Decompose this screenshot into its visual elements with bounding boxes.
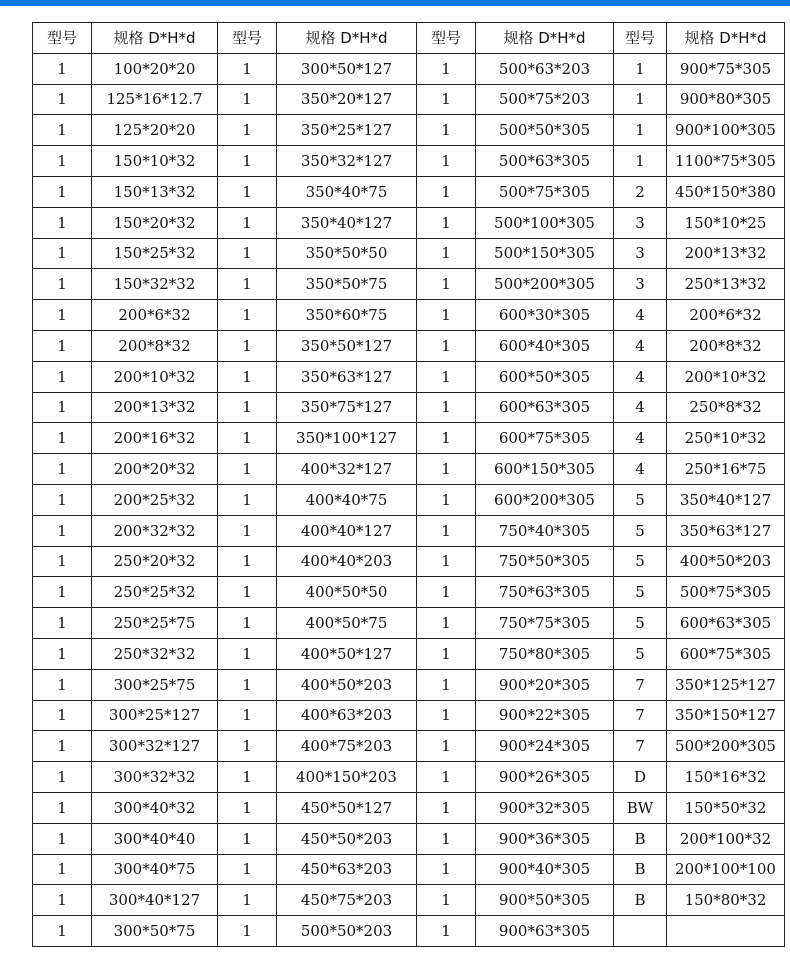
model-cell: 1 [417, 762, 476, 793]
spec-cell: 150*13*32 [92, 176, 218, 207]
model-cell: 1 [218, 608, 277, 639]
model-cell: 1 [33, 669, 92, 700]
header-model-2: 型号 [218, 23, 277, 54]
table-row [33, 423, 785, 454]
spec-cell: 350*25*127 [277, 115, 417, 146]
spec-cell: 900*32*305 [476, 792, 614, 823]
table-row [33, 669, 785, 700]
spec-cell: 125*16*12.7 [92, 84, 218, 115]
model-cell: 5 [614, 577, 667, 608]
spec-table [32, 22, 785, 947]
model-cell: 1 [33, 854, 92, 885]
model-cell: 4 [614, 361, 667, 392]
model-cell: 4 [614, 392, 667, 423]
model-cell: 1 [33, 392, 92, 423]
spec-cell: 200*100*32 [667, 823, 785, 854]
model-cell: 3 [614, 238, 667, 269]
table-row [33, 53, 785, 84]
spec-cell: 150*16*32 [667, 762, 785, 793]
table-row [33, 300, 785, 331]
spec-cell: 400*63*203 [277, 700, 417, 731]
spec-cell: 450*75*203 [277, 885, 417, 916]
spec-cell: 250*25*32 [92, 577, 218, 608]
spec-cell: 150*10*25 [667, 207, 785, 238]
table-row [33, 146, 785, 177]
model-cell: 1 [218, 577, 277, 608]
model-cell: 1 [417, 854, 476, 885]
spec-cell: 900*75*305 [667, 53, 785, 84]
model-cell: 1 [417, 885, 476, 916]
model-cell: 1 [417, 454, 476, 485]
model-cell: 1 [218, 454, 277, 485]
table-row [33, 823, 785, 854]
spec-cell: 500*63*203 [476, 53, 614, 84]
spec-cell: 150*20*32 [92, 207, 218, 238]
spec-cell: 500*75*305 [476, 176, 614, 207]
spec-cell: 900*63*305 [476, 916, 614, 947]
model-cell: 4 [614, 454, 667, 485]
table-row [33, 700, 785, 731]
model-cell: B [614, 885, 667, 916]
header-spec-3: 规格 D*H*d [476, 23, 614, 54]
table-row [33, 577, 785, 608]
model-cell: 1 [33, 484, 92, 515]
spec-cell: 300*40*75 [92, 854, 218, 885]
model-cell: 1 [417, 484, 476, 515]
model-cell: 1 [218, 669, 277, 700]
spec-cell: 600*63*305 [667, 608, 785, 639]
table-row [33, 454, 785, 485]
spec-cell: 500*63*305 [476, 146, 614, 177]
table-row [33, 515, 785, 546]
model-cell: 1 [218, 916, 277, 947]
spec-cell: 350*50*127 [277, 330, 417, 361]
spec-cell: 200*20*32 [92, 454, 218, 485]
spec-cell: 400*50*203 [667, 546, 785, 577]
model-cell: 3 [614, 207, 667, 238]
spec-cell: 1100*75*305 [667, 146, 785, 177]
model-cell: 1 [417, 700, 476, 731]
spec-cell: 200*8*32 [667, 330, 785, 361]
spec-cell: 900*36*305 [476, 823, 614, 854]
model-cell: B [614, 823, 667, 854]
model-cell: 2 [614, 176, 667, 207]
spec-cell: 350*100*127 [277, 423, 417, 454]
spec-cell: 450*50*203 [277, 823, 417, 854]
spec-cell: 900*50*305 [476, 885, 614, 916]
model-cell: 1 [33, 238, 92, 269]
model-cell: 5 [614, 515, 667, 546]
model-cell: 1 [417, 361, 476, 392]
model-cell: 1 [417, 330, 476, 361]
table-row [33, 854, 785, 885]
table-row [33, 608, 785, 639]
table-row [33, 330, 785, 361]
model-cell: 1 [417, 792, 476, 823]
table-row [33, 762, 785, 793]
spec-cell: 250*20*32 [92, 546, 218, 577]
spec-cell: 250*16*75 [667, 454, 785, 485]
spec-cell: 350*150*127 [667, 700, 785, 731]
spec-cell: 350*50*50 [277, 238, 417, 269]
spec-cell: 250*32*32 [92, 638, 218, 669]
spec-cell: 500*50*203 [277, 916, 417, 947]
spec-cell: 900*40*305 [476, 854, 614, 885]
spec-cell: 500*150*305 [476, 238, 614, 269]
spec-cell: 750*75*305 [476, 608, 614, 639]
spec-cell: 500*100*305 [476, 207, 614, 238]
spec-cell: 350*60*75 [277, 300, 417, 331]
spec-cell [667, 916, 785, 947]
model-cell: 1 [218, 854, 277, 885]
spec-cell: 250*13*32 [667, 269, 785, 300]
model-cell: 1 [33, 300, 92, 331]
spec-cell: 125*20*20 [92, 115, 218, 146]
model-cell: 4 [614, 330, 667, 361]
spec-cell: 450*150*380 [667, 176, 785, 207]
table-row [33, 84, 785, 115]
table-row [33, 731, 785, 762]
model-cell: 1 [417, 115, 476, 146]
spec-cell: 300*25*127 [92, 700, 218, 731]
model-cell: D [614, 762, 667, 793]
model-cell: 1 [417, 731, 476, 762]
spec-cell: 150*10*32 [92, 146, 218, 177]
header-model-3: 型号 [417, 23, 476, 54]
spec-cell: 300*40*32 [92, 792, 218, 823]
spec-cell: 500*200*305 [667, 731, 785, 762]
model-cell: 1 [33, 146, 92, 177]
model-cell: 1 [218, 269, 277, 300]
spec-cell: 350*125*127 [667, 669, 785, 700]
model-cell: BW [614, 792, 667, 823]
model-cell: 1 [218, 423, 277, 454]
model-cell: 1 [218, 207, 277, 238]
spec-cell: 400*40*203 [277, 546, 417, 577]
spec-cell: 200*10*32 [92, 361, 218, 392]
model-cell: B [614, 854, 667, 885]
spec-cell: 750*63*305 [476, 577, 614, 608]
model-cell: 1 [33, 84, 92, 115]
model-cell: 1 [218, 361, 277, 392]
model-cell: 1 [33, 608, 92, 639]
spec-cell: 600*30*305 [476, 300, 614, 331]
table-body [33, 53, 785, 946]
model-cell: 1 [33, 423, 92, 454]
model-cell: 1 [33, 330, 92, 361]
model-cell: 1 [33, 176, 92, 207]
model-cell: 1 [417, 638, 476, 669]
header-model-1: 型号 [33, 23, 92, 54]
spec-cell: 200*13*32 [667, 238, 785, 269]
model-cell: 1 [417, 84, 476, 115]
model-cell: 1 [417, 577, 476, 608]
model-cell: 1 [218, 638, 277, 669]
header-spec-4: 规格 D*H*d [667, 23, 785, 54]
model-cell: 1 [417, 300, 476, 331]
table-row [33, 638, 785, 669]
model-cell: 1 [33, 731, 92, 762]
model-cell: 1 [417, 269, 476, 300]
spec-cell: 400*32*127 [277, 454, 417, 485]
spec-cell: 250*10*32 [667, 423, 785, 454]
spec-cell: 500*75*305 [667, 577, 785, 608]
spec-cell: 600*50*305 [476, 361, 614, 392]
model-cell: 1 [33, 792, 92, 823]
spec-cell: 300*25*75 [92, 669, 218, 700]
model-cell: 1 [417, 423, 476, 454]
model-cell: 1 [33, 361, 92, 392]
spec-cell: 900*80*305 [667, 84, 785, 115]
model-cell: 1 [33, 207, 92, 238]
table-row [33, 916, 785, 947]
spec-cell: 350*63*127 [667, 515, 785, 546]
spec-cell: 200*25*32 [92, 484, 218, 515]
model-cell [614, 916, 667, 947]
spec-cell: 400*40*75 [277, 484, 417, 515]
model-cell: 1 [614, 84, 667, 115]
model-cell: 1 [417, 53, 476, 84]
model-cell: 5 [614, 638, 667, 669]
spec-cell: 400*40*127 [277, 515, 417, 546]
model-cell: 1 [33, 269, 92, 300]
model-cell: 1 [417, 146, 476, 177]
model-cell: 1 [218, 176, 277, 207]
model-cell: 4 [614, 300, 667, 331]
table-row [33, 546, 785, 577]
table-row [33, 792, 785, 823]
spec-cell: 200*13*32 [92, 392, 218, 423]
spec-cell: 900*22*305 [476, 700, 614, 731]
model-cell: 1 [33, 823, 92, 854]
model-cell: 1 [33, 885, 92, 916]
model-cell: 1 [417, 207, 476, 238]
model-cell: 1 [33, 638, 92, 669]
model-cell: 1 [218, 484, 277, 515]
header-model-4: 型号 [614, 23, 667, 54]
model-cell: 3 [614, 269, 667, 300]
table-row [33, 361, 785, 392]
spec-cell: 600*200*305 [476, 484, 614, 515]
spec-cell: 400*75*203 [277, 731, 417, 762]
model-cell: 1 [33, 916, 92, 947]
spec-cell: 500*75*203 [476, 84, 614, 115]
model-cell: 1 [33, 454, 92, 485]
model-cell: 1 [218, 762, 277, 793]
table-row [33, 207, 785, 238]
table-row [33, 176, 785, 207]
model-cell: 1 [417, 608, 476, 639]
model-cell: 1 [218, 731, 277, 762]
spec-cell: 250*8*32 [667, 392, 785, 423]
table-row [33, 885, 785, 916]
spec-cell: 600*75*305 [476, 423, 614, 454]
model-cell: 7 [614, 669, 667, 700]
spec-cell: 400*50*50 [277, 577, 417, 608]
model-cell: 1 [218, 146, 277, 177]
model-cell: 1 [417, 823, 476, 854]
spec-cell: 350*32*127 [277, 146, 417, 177]
spec-cell: 600*150*305 [476, 454, 614, 485]
spec-cell: 500*50*305 [476, 115, 614, 146]
spec-cell: 250*25*75 [92, 608, 218, 639]
spec-cell: 200*32*32 [92, 515, 218, 546]
spec-cell: 450*63*203 [277, 854, 417, 885]
model-cell: 1 [218, 115, 277, 146]
spec-cell: 100*20*20 [92, 53, 218, 84]
model-cell: 1 [218, 53, 277, 84]
model-cell: 1 [218, 885, 277, 916]
spec-cell: 600*75*305 [667, 638, 785, 669]
spec-cell: 200*10*32 [667, 361, 785, 392]
model-cell: 1 [417, 392, 476, 423]
header-spec-1: 规格 D*H*d [92, 23, 218, 54]
model-cell: 1 [218, 700, 277, 731]
model-cell: 1 [218, 792, 277, 823]
model-cell: 1 [33, 700, 92, 731]
spec-cell: 350*75*127 [277, 392, 417, 423]
spec-cell: 750*80*305 [476, 638, 614, 669]
spec-cell: 300*32*127 [92, 731, 218, 762]
table-row [33, 392, 785, 423]
spec-cell: 200*6*32 [667, 300, 785, 331]
spec-cell: 900*26*305 [476, 762, 614, 793]
table-row [33, 238, 785, 269]
spec-cell: 150*50*32 [667, 792, 785, 823]
header-spec-2: 规格 D*H*d [277, 23, 417, 54]
model-cell: 1 [33, 515, 92, 546]
spec-cell: 400*150*203 [277, 762, 417, 793]
spec-cell: 200*8*32 [92, 330, 218, 361]
spec-cell: 400*50*75 [277, 608, 417, 639]
spec-cell: 300*32*32 [92, 762, 218, 793]
spec-cell: 150*32*32 [92, 269, 218, 300]
model-cell: 1 [218, 515, 277, 546]
model-cell: 5 [614, 546, 667, 577]
model-cell: 1 [417, 546, 476, 577]
spec-cell: 450*50*127 [277, 792, 417, 823]
model-cell: 1 [218, 84, 277, 115]
model-cell: 7 [614, 700, 667, 731]
spec-cell: 400*50*127 [277, 638, 417, 669]
model-cell: 1 [218, 546, 277, 577]
model-cell: 1 [218, 392, 277, 423]
model-cell: 1 [417, 669, 476, 700]
spec-cell: 350*63*127 [277, 361, 417, 392]
spec-cell: 300*50*127 [277, 53, 417, 84]
spec-cell: 400*50*203 [277, 669, 417, 700]
spec-cell: 300*50*75 [92, 916, 218, 947]
model-cell: 1 [33, 546, 92, 577]
table-row [33, 269, 785, 300]
model-cell: 1 [417, 238, 476, 269]
spec-cell: 500*200*305 [476, 269, 614, 300]
spec-cell: 900*24*305 [476, 731, 614, 762]
model-cell: 1 [218, 300, 277, 331]
spec-cell: 750*40*305 [476, 515, 614, 546]
spec-cell: 750*50*305 [476, 546, 614, 577]
header-row [33, 23, 785, 54]
model-cell: 1 [614, 146, 667, 177]
model-cell: 1 [33, 577, 92, 608]
spec-cell: 900*20*305 [476, 669, 614, 700]
top-accent-bar [0, 0, 790, 6]
spec-cell: 150*80*32 [667, 885, 785, 916]
spec-cell: 350*40*127 [277, 207, 417, 238]
spec-cell: 350*40*75 [277, 176, 417, 207]
model-cell: 1 [218, 238, 277, 269]
spec-cell: 900*100*305 [667, 115, 785, 146]
model-cell: 1 [614, 115, 667, 146]
model-cell: 1 [218, 330, 277, 361]
model-cell: 5 [614, 608, 667, 639]
spec-cell: 200*6*32 [92, 300, 218, 331]
spec-cell: 200*100*100 [667, 854, 785, 885]
model-cell: 1 [417, 916, 476, 947]
model-cell: 1 [33, 115, 92, 146]
spec-cell: 600*40*305 [476, 330, 614, 361]
spec-cell: 300*40*127 [92, 885, 218, 916]
table-row [33, 484, 785, 515]
spec-cell: 350*20*127 [277, 84, 417, 115]
model-cell: 1 [614, 53, 667, 84]
spec-cell: 350*40*127 [667, 484, 785, 515]
spec-cell: 200*16*32 [92, 423, 218, 454]
spec-cell: 300*40*40 [92, 823, 218, 854]
spec-cell: 350*50*75 [277, 269, 417, 300]
model-cell: 5 [614, 484, 667, 515]
model-cell: 1 [417, 176, 476, 207]
spec-cell: 600*63*305 [476, 392, 614, 423]
model-cell: 1 [417, 515, 476, 546]
spec-cell: 150*25*32 [92, 238, 218, 269]
table-row [33, 115, 785, 146]
model-cell: 1 [33, 53, 92, 84]
model-cell: 7 [614, 731, 667, 762]
model-cell: 1 [218, 823, 277, 854]
model-cell: 1 [33, 762, 92, 793]
model-cell: 4 [614, 423, 667, 454]
